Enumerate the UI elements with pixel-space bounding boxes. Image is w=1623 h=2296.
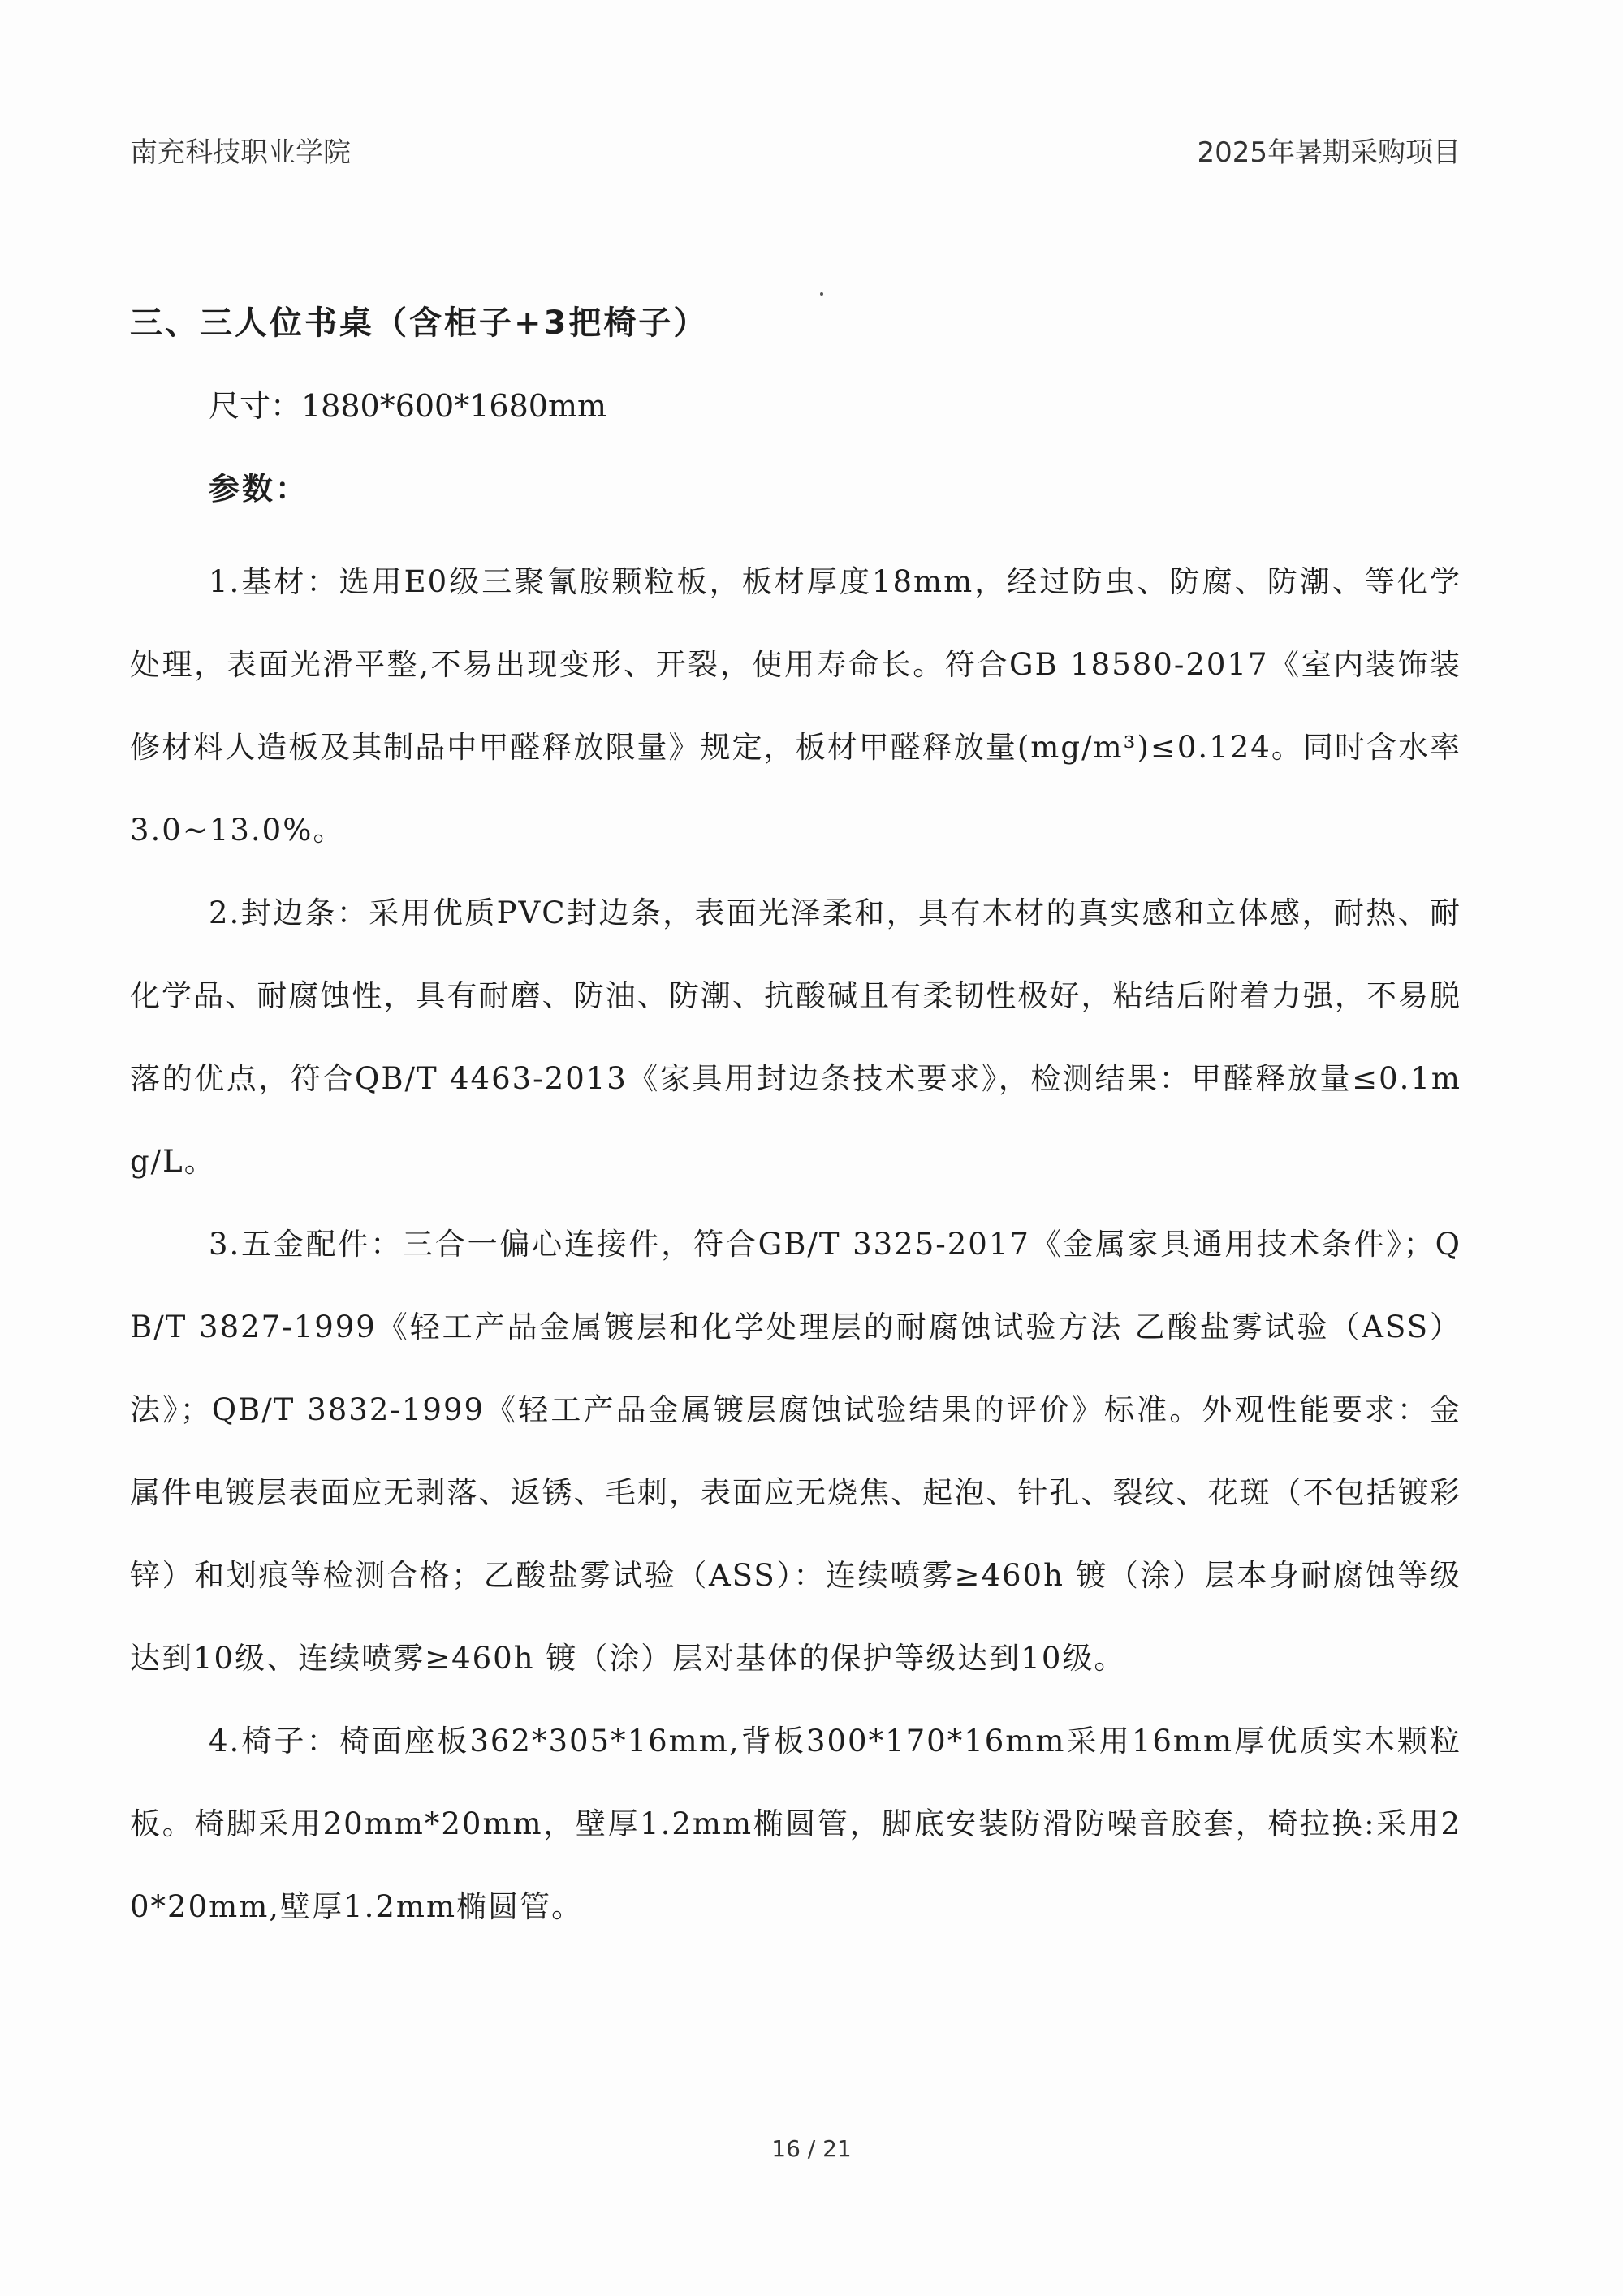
- param-paragraph-chair: 4.椅子：椅面座板362*305*16mm,背板300*170*16mm采用16mm厚优质实木颗粒板。椅脚采用20mm*20mm，壁厚1.2mm椭圆管，脚底安装防滑防噪音胶套，椅拉换:采用20*20mm,壁厚1.2mm椭圆管。: [130, 1724, 1461, 1924]
- header-project: 2025年暑期采购项目: [1197, 136, 1461, 169]
- section-title: 三、三人位书桌（含柜子+3把椅子）: [130, 304, 709, 342]
- param-paragraph-hardware: 3.五金配件：三合一偏心连接件，符合GB/T 3325-2017《金属家具通用技术条件》；QB/T 3827-1999《轻工产品金属镀层和化学处理层的耐腐蚀试验方法 乙酸盐雾试验（ASS）法》；QB/T 3832-1999《轻工产品金属镀层腐蚀试验结果的评价》标准。外观性能要求：金属件电镀层表面应无剥落、返锈、毛刺，表面应无烧焦、起泡、针孔、裂纹、花斑（不包括镀彩锌）和划痕等检测合格；乙酸盐雾试验（ASS）：连续喷雾≥460h 镀（涂）层本身耐腐蚀等级达到10级、连续喷雾≥460h 镀（涂）层对基体的保护等级达到10级。: [130, 1227, 1461, 1676]
- page-header: [130, 130, 1461, 170]
- params-label: 参数：: [209, 471, 309, 507]
- size-line: 尺寸：1880*600*1680mm: [209, 388, 607, 424]
- page-number: 16 / 21: [771, 2135, 852, 2162]
- document-body: [130, 292, 1461, 1949]
- param-paragraph-edge-banding: 2.封边条：采用优质PVC封边条，表面光泽柔和，具有木材的真实感和立体感，耐热、耐化学品、耐腐蚀性，具有耐磨、防油、防潮、抗酸碱且有柔韧性极好，粘结后附着力强，不易脱落的优点，符合QB/T 4463-2013《家具用封边条技术要求》，检测结果：甲醛释放量≤0.1mg/L。: [130, 896, 1461, 1179]
- header-institution: 南充科技职业学院: [130, 136, 351, 169]
- param-paragraph-base-material: 1.基材：选用E0级三聚氰胺颗粒板，板材厚度18mm，经过防虫、防腐、防潮、等化学处理，表面光滑平整,不易出现变形、开裂，使用寿命长。符合GB 18580-2017《室内装饰装修材料人造板及其制品中甲醛释放限量》规定，板材甲醛释放量(mg/m³)≤0.124。同时含水率3.0~13.0%。: [130, 564, 1461, 848]
